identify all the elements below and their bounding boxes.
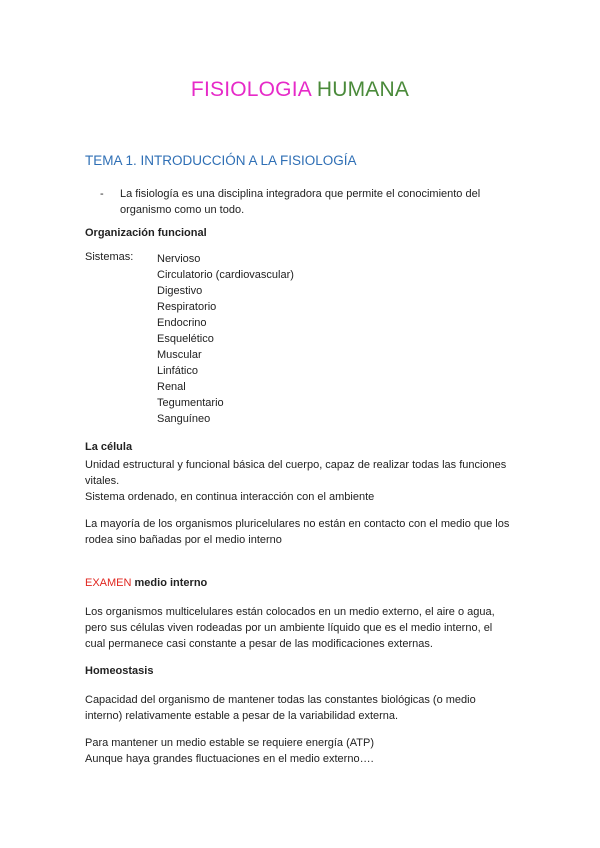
celula-heading: La célula — [85, 441, 133, 453]
system-item: Respiratorio — [157, 301, 217, 313]
title-part-humana: HUMANA — [316, 78, 410, 101]
medio-interno-para: Los organismos multicelulares están colocados en un medio externo, el aire o agua, pero sus células viven rodeadas por un ambiente líquido que es el medio interno, el cual permanece casi constante a pesar de las modificaciones externas. — [85, 606, 495, 650]
homeostasis-para: Capacidad del organismo de mantener todas las constantes biológicas (o medio interno) relativamente estable a pesar de la variabilidad externa. — [85, 694, 476, 722]
system-item: Digestivo — [157, 285, 203, 297]
title-part-fisiologia: FISIOLOGIA — [190, 78, 311, 101]
page-title — [0, 78, 600, 102]
bullet-text: La fisiología es una disciplina integradora que permite el conocimiento del organismo como un todo. — [120, 188, 481, 216]
system-item: Circulatorio (cardiovascular) — [157, 269, 294, 281]
system-item: Linfático — [157, 365, 198, 377]
homeostasis-line1: Para mantener un medio estable se requiere energía (ATP) — [85, 737, 375, 749]
homeostasis-line2: Aunque haya grandes fluctuaciones en el medio externo…. — [85, 753, 374, 765]
celula-line1: Unidad estructural y funcional básica del cuerpo, capaz de realizar todas las funciones vitales. — [85, 459, 507, 487]
medio-interno-title: medio interno — [134, 577, 208, 589]
system-item: Muscular — [157, 349, 202, 361]
system-item: Endocrino — [157, 317, 207, 329]
systems-list — [157, 251, 294, 427]
exam-tag: EXAMEN — [85, 577, 132, 589]
bullet-dash: - — [100, 188, 104, 200]
system-item: Nervioso — [157, 253, 201, 265]
system-item: Sanguíneo — [157, 413, 211, 425]
system-item: Tegumentario — [157, 397, 224, 409]
celula-line2: Sistema ordenado, en continua interacción con el ambiente — [85, 491, 375, 503]
medio-interno-heading — [85, 577, 207, 589]
system-item: Renal — [157, 381, 186, 393]
homeostasis-heading: Homeostasis — [85, 665, 154, 677]
system-item: Esquelético — [157, 333, 214, 345]
celula-para: La mayoría de los organismos pluricelulares no están en contacto con el medio que los rodea sino bañadas por el medio interno — [85, 518, 510, 546]
tema1-heading: TEMA 1. INTRODUCCIÓN A LA FISIOLOGÍA — [85, 153, 357, 168]
sistemas-label: Sistemas: — [85, 251, 134, 263]
organizacion-heading: Organización funcional — [85, 227, 207, 239]
